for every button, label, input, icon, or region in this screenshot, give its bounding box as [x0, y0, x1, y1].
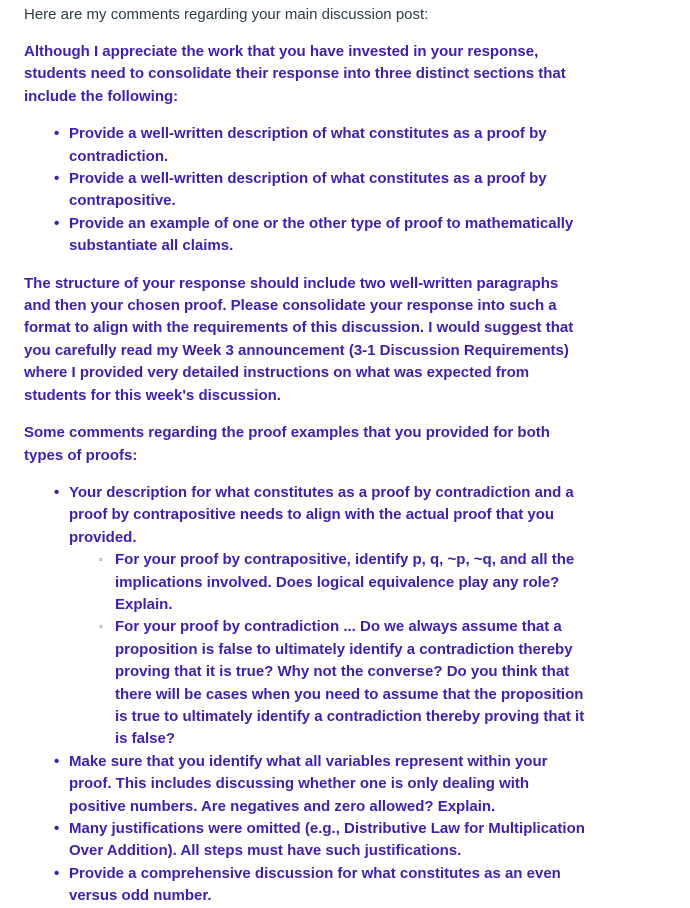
sub-list	[69, 549, 585, 751]
list-item	[54, 213, 589, 258]
paragraph-proof-comments: Some comments regarding the proof examples that you provided for both types of proofs:	[24, 424, 550, 464]
hollow-bullet-icon: ◦	[99, 554, 103, 567]
bullet-icon: •	[54, 864, 60, 882]
list-item-text: Provide a well-written description of what constitutes as a proof by contradiction.	[69, 125, 547, 165]
list-item-text: Provide an example of one or the other type of proof to mathematically substantiate all claims.	[69, 214, 574, 255]
list-item-text: Provide a comprehensive discussion for what constitutes as an even versus odd number.	[69, 864, 561, 905]
bullet-icon: •	[54, 752, 60, 770]
sections-list	[24, 123, 589, 257]
bullet-icon: •	[54, 214, 60, 232]
list-item	[54, 751, 589, 818]
sub-list-item-text: For your proof by contrapositive, identify p, q, ~p, ~q, and all the implications involved. Does logical equivalence play any role? Explain.	[115, 551, 575, 613]
sub-list-item	[99, 549, 585, 616]
intro-text: Here are my comments regarding your main discussion post:	[24, 6, 429, 23]
comments-list	[24, 482, 589, 908]
bullet-icon: •	[54, 820, 60, 837]
list-item	[54, 863, 589, 908]
sub-list-item	[99, 616, 585, 750]
paragraph-consolidate: Although I appreciate the work that you have invested in your response, students need to consolidate their response into three distinct sections that include the following:	[24, 43, 566, 105]
bullet-icon: •	[54, 125, 60, 143]
sub-list-item-text: For your proof by contradiction ... Do we always assume that a proposition is false to ultimately identify a contradiction thereby proving that it is true? Why not the converse? Do you think that there will be cases when you need to assume that the proposition is true to ultimately identify a contradiction thereby proving that it is false?	[115, 618, 585, 748]
list-item	[54, 818, 589, 863]
bullet-icon: •	[54, 170, 60, 188]
list-item	[54, 482, 589, 751]
list-item	[54, 168, 589, 213]
list-item-text: Many justifications were omitted (e.g., Distributive Law for Multiplication Over Addition). All steps must have such justifications.	[69, 820, 585, 860]
hollow-bullet-icon: ◦	[99, 621, 103, 634]
list-item-text: Make sure that you identify what all variables represent within your proof. This includes discussing whether one is only dealing with positive numbers. Are negatives and zero allowed? Explain.	[69, 752, 548, 815]
paragraph-structure: The structure of your response should include two well-written paragraphs and then your chosen proof. Please consolidate your response into such a format to align with the requirements of this discussion. I would suggest that you carefully read my Week 3 announcement (3-1 Discussion Requirements) where I provided very detailed instructions on what was expected from students for this week's discussion.	[24, 274, 574, 404]
list-item-text: Provide a well-written description of what constitutes as a proof by contrapositive.	[69, 170, 547, 210]
list-item-text: Your description for what constitutes as a proof by contradiction and a proof by contrapositive needs to align with the actual proof that you provided.	[69, 483, 574, 546]
bullet-icon: •	[54, 483, 60, 501]
list-item	[54, 123, 589, 168]
